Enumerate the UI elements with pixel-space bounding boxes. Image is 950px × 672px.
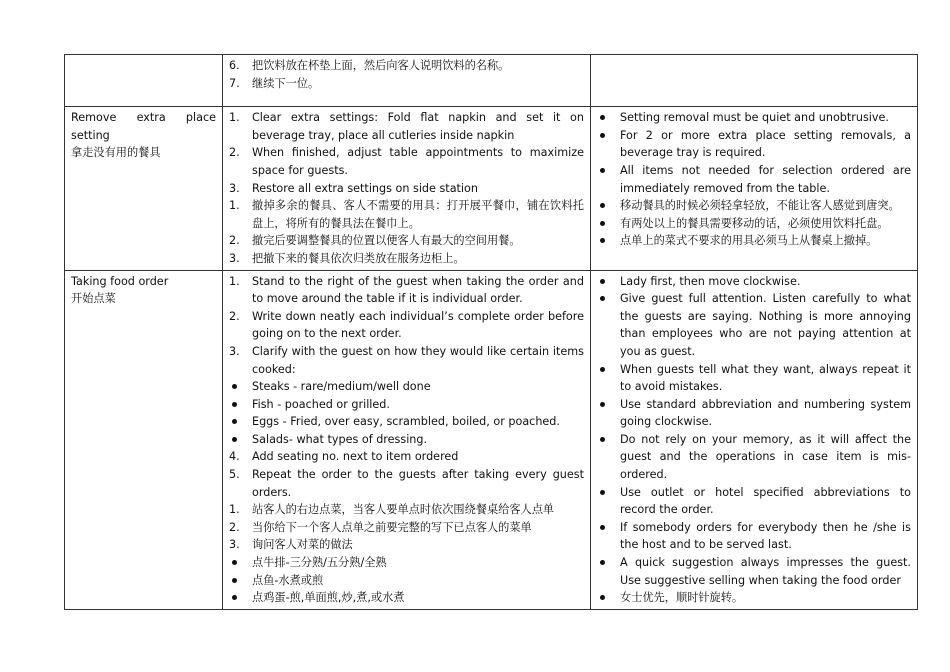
- step-item: [229, 197, 584, 232]
- step-item: [229, 536, 584, 554]
- step-item: [229, 109, 584, 144]
- table-row: [65, 55, 918, 107]
- task-title-en: Remove extra place setting: [71, 111, 216, 142]
- step-item: [229, 180, 584, 198]
- step-text: 询问客人对菜的做法: [252, 538, 353, 552]
- step-item: [229, 501, 584, 519]
- step-number: 3.: [229, 251, 240, 265]
- step-text: Fish - poached or grilled.: [252, 397, 390, 411]
- step-item: [229, 572, 584, 590]
- bullet-icon: [232, 595, 237, 600]
- bullet-icon: [600, 367, 605, 372]
- task-cell: [65, 107, 223, 270]
- bullet-icon: [232, 384, 237, 389]
- bullet-icon: [600, 437, 605, 442]
- bullet-icon: [600, 560, 605, 565]
- step-number: 4.: [229, 450, 240, 464]
- standard-item: [597, 396, 911, 431]
- bullet-icon: [600, 595, 605, 600]
- step-text: Write down neatly each individual’s complete order before going on to the next order.: [252, 309, 584, 341]
- standard-item: [597, 273, 911, 291]
- step-item: [229, 343, 584, 378]
- standards-list: [597, 109, 911, 250]
- standard-item: [597, 215, 911, 233]
- step-item: [229, 589, 584, 607]
- bullet-icon: [600, 525, 605, 530]
- bullet-icon: [600, 238, 605, 243]
- step-item: [229, 396, 584, 414]
- step-text: Clear extra settings: Fold flat napkin and set it on beverage tray, place all cutleries inside napkin: [252, 111, 584, 142]
- step-text: 点牛排-三分熟/五分熟/全熟: [252, 556, 387, 570]
- standards-cell: [591, 55, 918, 107]
- standard-text: Give guest full attention. Listen carefully to what the guests are saying. Nothing is more annoying than employees who are not paying attention at you as guest.: [620, 292, 911, 358]
- standard-item: [597, 232, 911, 250]
- standard-item: [597, 162, 911, 197]
- step-text: 把饮料放在杯垫上面，然后向客人说明饮料的名称。: [252, 59, 510, 72]
- step-text: Steaks - rare/medium/well done: [252, 380, 431, 394]
- step-item: [229, 308, 584, 343]
- bullet-icon: [600, 221, 605, 226]
- bullet-icon: [232, 437, 237, 442]
- standard-item: [597, 484, 911, 519]
- standard-text: Lady first, then move clockwise.: [620, 274, 801, 288]
- step-item: [229, 250, 584, 268]
- steps-list: [229, 57, 584, 92]
- steps-list: [229, 109, 584, 267]
- standards-list: [597, 273, 911, 607]
- bullet-icon: [232, 578, 237, 583]
- standard-item: [597, 554, 911, 589]
- standard-text: Use standard abbreviation and numbering system going clockwise.: [620, 397, 911, 429]
- step-number: 2.: [229, 234, 240, 248]
- standards-cell: [591, 270, 918, 609]
- step-text: Repeat the order to the guests after taking every guest orders.: [252, 468, 584, 499]
- step-text: 点鱼-水煮或煎: [252, 573, 324, 587]
- step-number: 6.: [229, 59, 240, 72]
- step-number: 3.: [229, 538, 240, 552]
- step-number: 2.: [229, 520, 240, 534]
- sop-table-body: [65, 55, 918, 610]
- bullet-icon: [232, 402, 237, 407]
- task-title-zh: 开始点菜: [71, 292, 116, 306]
- step-item: [229, 378, 584, 396]
- task-title-zh: 拿走没有用的餐具: [71, 146, 161, 160]
- standard-item: [597, 589, 911, 607]
- standard-item: [597, 127, 911, 162]
- step-text: 撤完后要调整餐具的位置以便客人有最大的空间用餐。: [252, 234, 521, 248]
- step-number: 2.: [229, 309, 240, 323]
- standard-text: All items not needed for selection ordered are immediately removed from the table.: [620, 163, 911, 195]
- step-item: [229, 466, 584, 501]
- step-text: 当你给下一个客人点单之前要完整的写下已点客人的菜单: [252, 520, 532, 534]
- step-text: 站客人的右边点菜，当客人要单点时依次围绕餐桌给客人点单: [252, 503, 555, 517]
- sop-table: [64, 54, 918, 610]
- task-cell: [65, 55, 223, 107]
- step-number: 1.: [229, 503, 240, 517]
- bullet-icon: [232, 560, 237, 565]
- step-item: [229, 144, 584, 179]
- standard-text: Setting removal must be quiet and unobtrusive.: [620, 111, 889, 125]
- steps-list: [229, 273, 584, 607]
- step-number: 1.: [229, 274, 240, 288]
- standard-text: 点单上的菜式不要求的用具必须马上从餐桌上撤掉。: [620, 234, 878, 248]
- step-text: Clarify with the guest on how they would like certain items cooked:: [252, 344, 584, 376]
- bullet-icon: [600, 402, 605, 407]
- standard-text: If somebody orders for everybody then he /she is the host and to be served last.: [620, 520, 911, 552]
- bullet-icon: [600, 490, 605, 495]
- bullet-icon: [600, 115, 605, 120]
- standard-item: [597, 109, 911, 127]
- step-item: [229, 413, 584, 431]
- step-item: [229, 431, 584, 449]
- step-item: [229, 273, 584, 308]
- standard-item: [597, 361, 911, 396]
- standards-cell: [591, 107, 918, 270]
- step-item: [229, 448, 584, 466]
- steps-cell: [223, 107, 591, 270]
- cell-spacer: [229, 92, 584, 104]
- standard-text: A quick suggestion always impresses the guest. Use suggestive selling when taking the food order: [620, 556, 911, 587]
- step-text: 继续下一位。: [252, 76, 320, 90]
- bullet-icon: [600, 168, 605, 173]
- bullet-icon: [600, 296, 605, 301]
- standard-text: When guests tell what they want, always repeat it to avoid mistakes.: [620, 362, 911, 394]
- standard-text: 移动餐具的时候必须轻拿轻放，不能让客人感觉到唐突。: [620, 199, 900, 213]
- bullet-icon: [600, 133, 605, 138]
- step-item: [229, 554, 584, 572]
- step-number: 5.: [229, 468, 240, 482]
- standard-item: [597, 519, 911, 554]
- step-item: [229, 519, 584, 537]
- step-text: Salads- what types of dressing.: [252, 432, 428, 446]
- step-text: Add seating no. next to item ordered: [252, 450, 459, 464]
- step-item: [229, 75, 584, 93]
- step-number: 3.: [229, 181, 240, 195]
- step-number: 7.: [229, 76, 240, 90]
- step-text: 撤掉多余的餐具、客人不需要的用具：打开展平餐巾，铺在饮料托盘上，将所有的餐具法在餐巾上。: [252, 199, 584, 230]
- bullet-icon: [600, 279, 605, 284]
- standard-item: [597, 197, 911, 215]
- step-text: 点鸡蛋-煎,单面煎,炒,煮,或水煮: [252, 591, 405, 605]
- standard-text: For 2 or more extra place setting removals, a beverage tray is required.: [620, 128, 911, 160]
- step-text: Stand to the right of the guest when taking the order and to move around the table if it is individual order.: [252, 274, 584, 306]
- step-item: [229, 232, 584, 250]
- steps-cell: [223, 55, 591, 107]
- task-cell: [65, 270, 223, 609]
- standard-text: 女士优先，顺时针旋转。: [620, 591, 744, 605]
- standard-text: 有两处以上的餐具需要移动的话，必须使用饮料托盘。: [620, 216, 889, 230]
- standard-item: [597, 290, 911, 360]
- step-item: [229, 57, 584, 75]
- standard-text: Use outlet or hotel specified abbreviations to record the order.: [620, 485, 911, 517]
- step-number: 1.: [229, 199, 240, 213]
- step-text: Restore all extra settings on side station: [252, 181, 478, 195]
- standard-item: [597, 431, 911, 484]
- step-number: 2.: [229, 146, 240, 160]
- bullet-icon: [600, 203, 605, 208]
- step-number: 3.: [229, 344, 240, 358]
- table-row: [65, 107, 918, 270]
- standard-text: Do not rely on your memory, as it will affect the guest and the operations in case item is mis-ordered.: [620, 432, 911, 482]
- step-text: 把撤下来的餐具依次归类放在服务边柜上。: [252, 251, 465, 265]
- bullet-icon: [232, 419, 237, 424]
- step-text: Eggs - Fried, over easy, scrambled, boiled, or poached.: [252, 415, 560, 429]
- step-number: 1.: [229, 111, 240, 125]
- step-text: When finished, adjust table appointments to maximize space for guests.: [252, 146, 584, 177]
- task-title-en: Taking food order: [71, 274, 169, 288]
- table-row: [65, 270, 918, 609]
- steps-cell: [223, 270, 591, 609]
